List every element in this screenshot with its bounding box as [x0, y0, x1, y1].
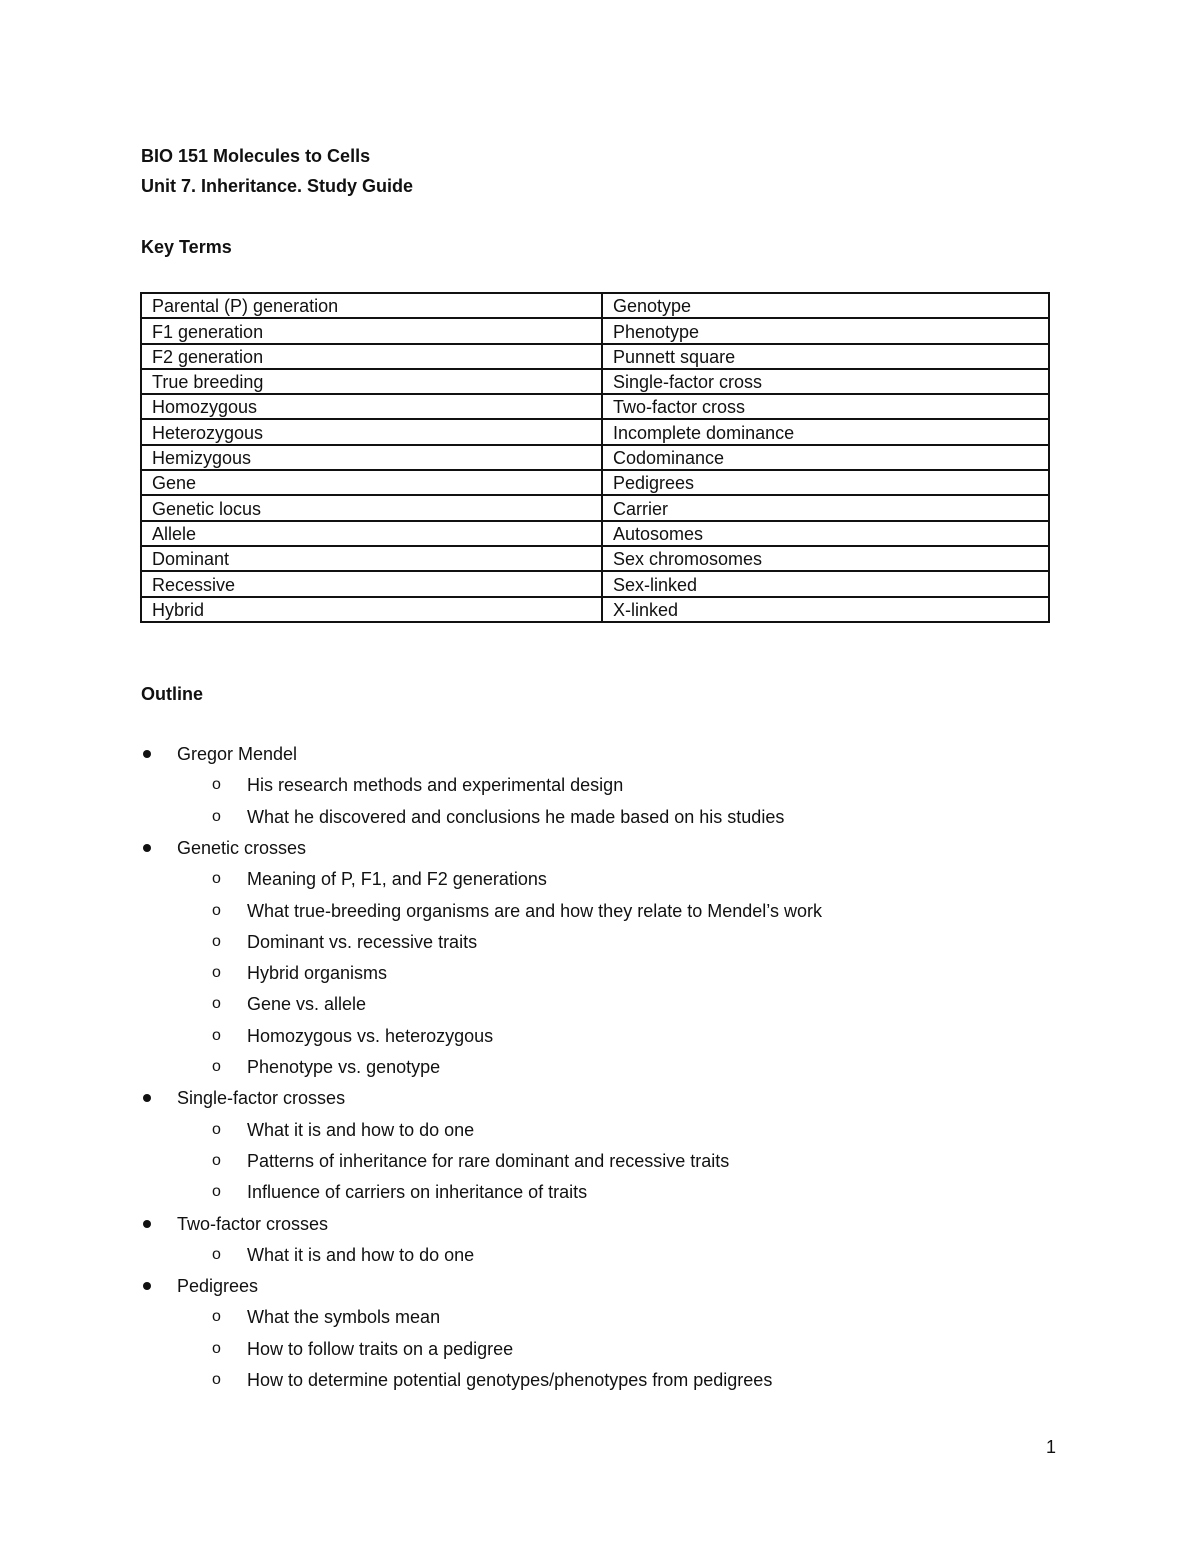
bullet-icon [143, 1282, 151, 1290]
term-cell-left: Recessive [141, 571, 602, 596]
outline-item-label: Single-factor crosses [177, 1088, 346, 1109]
term-cell-right: X-linked [602, 597, 1049, 622]
sub-bullet-icon: o [212, 1058, 221, 1075]
page-number: 1 [1046, 1437, 1057, 1457]
outline-item [0, 1087, 1200, 1111]
outline-subitem [0, 1369, 1200, 1393]
outline-subitem [0, 1150, 1200, 1174]
sub-bullet-icon: o [212, 1245, 221, 1263]
outline-subitem [0, 962, 1200, 986]
table-row [141, 318, 1049, 343]
outline-subitem [0, 1056, 1200, 1080]
term-cell-right: Two-factor cross [602, 394, 1049, 419]
term-cell-right: Sex-linked [602, 571, 1049, 596]
outline-heading: Outline [141, 684, 203, 704]
term-cell-right: Single-factor cross [602, 369, 1049, 394]
outline-subitem-label: What true-breeding organisms are and how they relate to Mendel’s work [247, 900, 822, 921]
outline-subitem [0, 1338, 1200, 1362]
document-title: BIO 151 Molecules to Cells [141, 146, 371, 166]
sub-bullet-icon: o [212, 1120, 221, 1138]
sub-bullet-icon: o [212, 1183, 221, 1201]
outline-subitem [0, 868, 1200, 892]
outline-subitem-label: What it is and how to do one [247, 1244, 475, 1265]
outline-subitem-label: Meaning of P, F1, and F2 generations [247, 869, 547, 890]
term-cell-left: F2 generation [141, 344, 602, 369]
outline-item-label: Pedigrees [177, 1276, 259, 1297]
outline-subitem-label: Dominant vs. recessive traits [247, 931, 478, 952]
sub-bullet-icon: o [212, 964, 221, 982]
sub-bullet-icon: o [212, 1026, 221, 1044]
bullet-icon [143, 1094, 151, 1102]
table-row [141, 546, 1049, 571]
outline-subitem [0, 1181, 1200, 1205]
outline-subitem-label: His research methods and experimental design [247, 775, 624, 796]
term-cell-right: Autosomes [602, 521, 1049, 546]
outline-subitem [0, 774, 1200, 798]
term-cell-left: Gene [141, 470, 602, 495]
outline-subitem [0, 1306, 1200, 1330]
outline-subitem-label: Patterns of inheritance for rare dominant and recessive traits [247, 1150, 730, 1171]
term-cell-right: Carrier [602, 495, 1049, 520]
sub-bullet-icon: o [212, 1308, 221, 1326]
sub-bullet-icon: o [212, 901, 221, 919]
table-row [141, 394, 1049, 419]
table-row [141, 419, 1049, 444]
table-row [141, 495, 1049, 520]
table-row [141, 470, 1049, 495]
term-cell-right: Codominance [602, 445, 1049, 470]
term-cell-left: Dominant [141, 546, 602, 571]
outline-item-label: Two-factor crosses [177, 1213, 329, 1234]
outline-subitem-label: Gene vs. allele [247, 994, 367, 1015]
term-cell-right: Phenotype [602, 318, 1049, 343]
outline-subitem-label: Influence of carriers on inheritance of traits [247, 1182, 588, 1203]
term-cell-left: Genetic locus [141, 495, 602, 520]
outline-subitem [0, 993, 1200, 1017]
term-cell-right: Incomplete dominance [602, 419, 1049, 444]
term-cell-left: Homozygous [141, 394, 602, 419]
table-row [141, 344, 1049, 369]
table-row [141, 597, 1049, 622]
outline-item [0, 837, 1200, 861]
key-terms-table [140, 292, 1050, 623]
document-subtitle: Unit 7. Inheritance. Study Guide [141, 176, 414, 196]
outline-item-label: Genetic crosses [177, 837, 307, 858]
term-cell-right: Pedigrees [602, 470, 1049, 495]
outline-subitem [0, 1244, 1200, 1268]
outline-subitem-label: What he discovered and conclusions he made based on his studies [247, 806, 785, 827]
term-cell-left: Allele [141, 521, 602, 546]
sub-bullet-icon: o [212, 995, 221, 1013]
outline-item [0, 1213, 1200, 1237]
outline-subitem [0, 1119, 1200, 1143]
bullet-icon [143, 1220, 151, 1228]
outline-subitem-label: Hybrid organisms [247, 963, 388, 984]
sub-bullet-icon: o [212, 1371, 221, 1388]
outline-subitem [0, 806, 1200, 830]
outline-subitem-label: How to follow traits on a pedigree [247, 1338, 514, 1359]
bullet-icon [143, 750, 151, 758]
table-row [141, 571, 1049, 596]
term-cell-left: Hemizygous [141, 445, 602, 470]
term-cell-left: Heterozygous [141, 419, 602, 444]
term-cell-left: True breeding [141, 369, 602, 394]
key-terms-heading: Key Terms [141, 237, 232, 257]
outline-subitem-label: Phenotype vs. genotype [247, 1057, 441, 1077]
outline-subitem [0, 1025, 1200, 1049]
bullet-icon [143, 844, 151, 852]
outline-item [0, 1275, 1200, 1299]
term-cell-right: Punnett square [602, 344, 1049, 369]
table-row [141, 293, 1049, 318]
sub-bullet-icon: o [212, 932, 221, 950]
outline-subitem-label: Homozygous vs. heterozygous [247, 1025, 494, 1046]
table-row [141, 521, 1049, 546]
term-cell-left: Hybrid [141, 597, 602, 622]
sub-bullet-icon: o [212, 776, 221, 794]
sub-bullet-icon: o [212, 1339, 221, 1357]
outline-item-label: Gregor Mendel [177, 744, 298, 764]
outline-subitem-label: How to determine potential genotypes/phenotypes from pedigrees [247, 1370, 773, 1390]
term-cell-left: Parental (P) generation [141, 293, 602, 318]
outline-subitem [0, 900, 1200, 924]
outline-subitem-label: What it is and how to do one [247, 1119, 475, 1140]
outline-subitem-label: What the symbols mean [247, 1307, 441, 1328]
table-row [141, 369, 1049, 394]
outline-item [0, 743, 1200, 767]
sub-bullet-icon: o [212, 1151, 221, 1169]
term-cell-left: F1 generation [141, 318, 602, 343]
sub-bullet-icon: o [212, 807, 221, 825]
sub-bullet-icon: o [212, 870, 221, 888]
table-row [141, 445, 1049, 470]
term-cell-right: Genotype [602, 293, 1049, 318]
term-cell-right: Sex chromosomes [602, 546, 1049, 571]
outline-subitem [0, 931, 1200, 955]
